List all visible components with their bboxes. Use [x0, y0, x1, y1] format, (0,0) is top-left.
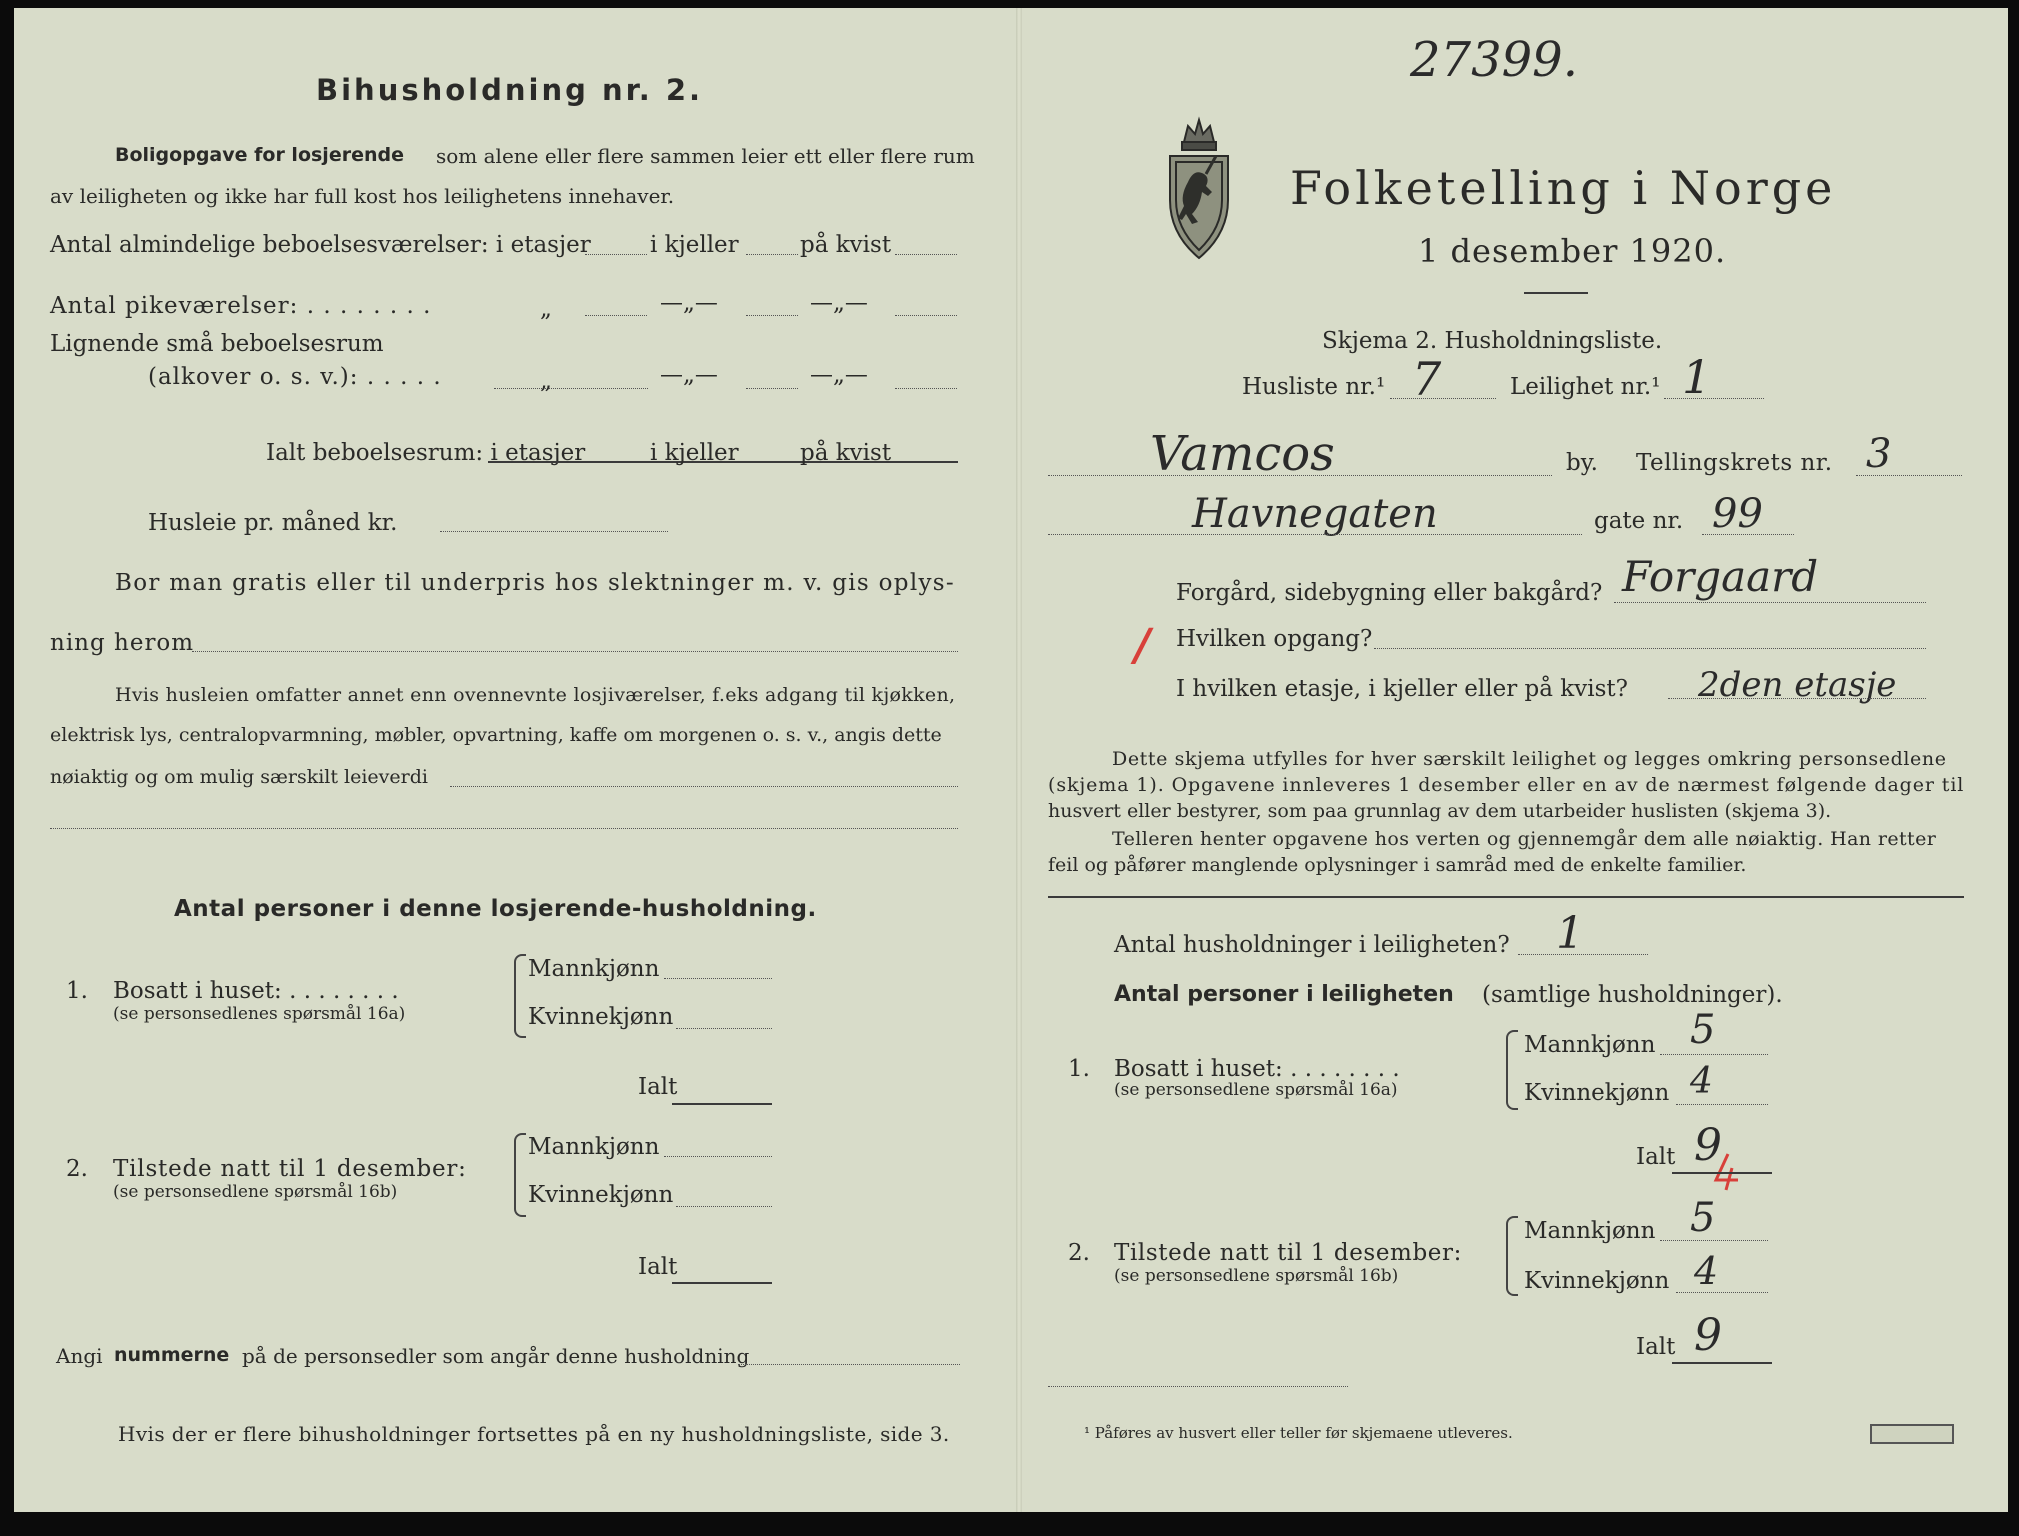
right-q1-kvinne-value: 4: [1690, 1061, 1713, 1102]
info-line-2: (skjema 1). Opgavene innleveres 1 desember eller en av de nærmest følgende dager til: [1048, 774, 1965, 796]
right-q1-mann-value: 5: [1690, 1007, 1716, 1053]
right-q1-label: Bosatt i huset: . . . . . . . .: [1114, 1056, 1400, 1082]
norway-coat-of-arms-icon: [1162, 112, 1236, 264]
etasje-value: 2den etasje: [1698, 665, 1897, 705]
intro-rest: som alene eller flere sammen leier ett eller flere rum: [436, 144, 975, 168]
leilighet-label: Leilighet nr.¹: [1510, 374, 1661, 400]
gate-value: Havnegaten: [1192, 491, 1438, 537]
by-label: by.: [1566, 450, 1598, 476]
info-line-3: husvert eller bestyrer, som paa grunnlag av dem utarbeider huslisten (skjema 3).: [1048, 800, 1832, 822]
title-rule: [1524, 292, 1588, 294]
opgang-label: Hvilken opgang?: [1176, 626, 1373, 652]
schema-label: Skjema 2. Husholdningsliste.: [1322, 328, 1663, 354]
husliste-label: Husliste nr.¹: [1242, 374, 1386, 400]
households-label: Antal husholdninger i leiligheten?: [1114, 932, 1510, 958]
maid-line-1: [585, 315, 647, 316]
right-q2-number: 2.: [1068, 1240, 1090, 1266]
right-q1-ialt-label: Ialt: [1636, 1144, 1676, 1170]
by-line: [1048, 475, 1552, 476]
etasje-line: [1668, 698, 1926, 699]
left-q1-ialt-line: [672, 1103, 772, 1105]
alcove-ditto-2: —„—: [660, 362, 718, 388]
rooms-row-label: Antal almindelige beboelsesværelser: i etasjer: [50, 232, 591, 258]
right-q2-ialt-line: [1672, 1362, 1772, 1364]
right-persons-heading-rest: (samtlige husholdninger).: [1482, 982, 1783, 1008]
leilighet-line: [1664, 398, 1764, 399]
intro-line2: av leiligheten og ikke har full kost hos leilighetens innehaver.: [50, 184, 675, 208]
census-title: Folketelling i Norge: [1290, 161, 1837, 215]
total-rooms-label: Ialt beboelsesrum: i etasjer: [266, 440, 586, 466]
left-q1-brace: [514, 954, 526, 1038]
gratis-line-1: Bor man gratis eller til underpris hos slektninger m. v. gis oplys-: [115, 570, 955, 596]
alcove-line-3: [895, 388, 957, 389]
gate-label: gate nr.: [1594, 508, 1684, 534]
maid-rooms-label: Antal pikeværelser: . . . . . . . .: [50, 293, 432, 319]
extras-line-2: elektrisk lys, centralopvarmning, møbler, opvartning, kaffe om morgenen o. s. v., angis dette: [50, 724, 942, 746]
rent-line: [440, 531, 668, 532]
left-q2-sub: (se personsedlene spørsmål 16b): [113, 1182, 398, 1202]
leilighet-value: 1: [1682, 350, 1712, 404]
krets-value: 3: [1866, 431, 1892, 477]
households-value: 1: [1556, 908, 1584, 959]
forgard-line: [1614, 602, 1926, 603]
left-q2-ialt-label: Ialt: [638, 1254, 678, 1280]
maid-line-3: [895, 315, 957, 316]
angi-pre: Angi: [56, 1344, 103, 1368]
archive-number: 27399.: [1410, 32, 1578, 88]
right-q2-brace: [1506, 1216, 1518, 1296]
right-q1-ialt-value: 9: [1694, 1120, 1722, 1171]
left-q2-mann-line: [664, 1156, 772, 1157]
right-q2-label: Tilstede natt til 1 desember:: [1114, 1240, 1462, 1266]
census-date: 1 desember 1920.: [1418, 232, 1727, 270]
krets-label: Tellingskrets nr.: [1636, 450, 1833, 476]
page-fold: [1016, 8, 1022, 1512]
right-q1-number: 1.: [1068, 1056, 1090, 1082]
right-q2-sub: (se personsedlene spørsmål 16b): [1114, 1266, 1399, 1286]
rooms-etasjer-line: [585, 254, 647, 255]
alcove-ditto-1: „: [540, 368, 552, 394]
rooms-kjeller-line: [746, 254, 798, 255]
left-q1-number: 1.: [66, 978, 88, 1004]
angi-bold: nummerne: [114, 1344, 230, 1366]
right-q2-ialt-value: 9: [1694, 1310, 1722, 1361]
gate-number: 99: [1712, 491, 1763, 537]
forgard-label: Forgård, sidebygning eller bakgård?: [1176, 580, 1603, 606]
lodger-persons-heading: Antal personer i denne losjerende-husholdning.: [174, 896, 817, 922]
maid-line-2: [746, 315, 798, 316]
extras-line-3: nøiaktig og om mulig særskilt leieverdi: [50, 766, 428, 788]
opgang-line: [1374, 648, 1926, 649]
rooms-kvist-label: på kvist: [800, 232, 892, 258]
extras-line-a: [450, 786, 958, 787]
left-q2-label: Tilstede natt til 1 desember:: [113, 1156, 467, 1182]
gratis-line: [192, 651, 958, 652]
rent-label: Husleie pr. måned kr.: [148, 510, 398, 536]
info-line-4: Telleren henter opgavene hos verten og gjennemgår dem alle nøiaktig. Han retter: [1112, 828, 1937, 850]
right-q1-brace: [1506, 1030, 1518, 1110]
gratis-line-2: ning herom: [50, 630, 195, 656]
maid-ditto-3: —„—: [810, 290, 868, 316]
husliste-value: 7: [1412, 352, 1442, 406]
rooms-kvist-line: [895, 254, 957, 255]
households-line: [1518, 954, 1648, 955]
printer-stamp-box: [1870, 1424, 1954, 1444]
left-q1-ialt-label: Ialt: [638, 1074, 678, 1100]
alcove-ditto-3: —„—: [810, 362, 868, 388]
red-correction-mark-icon: [1706, 1150, 1742, 1192]
husliste-line: [1390, 398, 1496, 399]
right-q1-mann-line: [1660, 1054, 1768, 1055]
info-divider: [1048, 896, 1964, 898]
left-q2-ialt-line: [672, 1282, 772, 1284]
right-q1-kvinne-line: [1676, 1104, 1768, 1105]
alcove-label-2: (alkover o. s. v.): . . . . .: [148, 364, 442, 390]
left-q1-kvinne-line: [676, 1028, 772, 1029]
total-kjeller-label: i kjeller: [650, 440, 739, 466]
left-footer-note: Hvis der er flere bihusholdninger fortsettes på en ny husholdningsliste, side 3.: [118, 1422, 950, 1446]
left-q2-mann-label: Mannkjønn: [528, 1134, 660, 1160]
total-kvist-label: på kvist: [800, 440, 892, 466]
footnote: ¹ Påføres av husvert eller teller før skjemaene utleveres.: [1084, 1424, 1513, 1442]
alcove-line-1: [494, 388, 648, 389]
right-q2-kvinne-line: [1676, 1292, 1768, 1293]
alcove-line-2: [746, 388, 798, 389]
right-q2-ialt-label: Ialt: [1636, 1334, 1676, 1360]
extras-line-1: Hvis husleien omfatter annet enn ovennevnte losjiværelser, f.eks adgang til kjøkken,: [115, 684, 956, 706]
by-value: Vamcos: [1150, 426, 1335, 482]
footnote-rule: [1048, 1386, 1348, 1387]
gate-number-line: [1702, 534, 1794, 535]
etasje-label: I hvilken etasje, i kjeller eller på kvist?: [1176, 676, 1628, 702]
maid-ditto-1: „: [540, 296, 552, 322]
gate-line: [1048, 534, 1582, 535]
forgard-value: Forgaard: [1622, 552, 1819, 601]
info-line-5: feil og påfører manglende oplysninger i samråd med de enkelte familier.: [1048, 854, 1747, 876]
krets-line: [1856, 475, 1962, 476]
left-q2-brace: [514, 1133, 526, 1217]
left-q1-mann-line: [664, 978, 772, 979]
right-q2-kvinne-label: Kvinnekjønn: [1524, 1268, 1670, 1294]
right-q1-kvinne-label: Kvinnekjønn: [1524, 1080, 1670, 1106]
left-q2-number: 2.: [66, 1156, 88, 1182]
left-title: Bihusholdning nr. 2.: [316, 73, 704, 107]
info-line-1: Dette skjema utfylles for hver særskilt leilighet og legges omkring personsedlene: [1112, 748, 1947, 770]
right-q2-mann-label: Mannkjønn: [1524, 1218, 1656, 1244]
right-q1-sub: (se personsedlene spørsmål 16a): [1114, 1080, 1398, 1100]
angi-line: [738, 1364, 960, 1365]
right-persons-heading: Antal personer i leiligheten: [1114, 982, 1454, 1007]
left-q2-kvinne-label: Kvinnekjønn: [528, 1182, 674, 1208]
left-q1-mann-label: Mannkjønn: [528, 956, 660, 982]
right-q2-mann-value: 5: [1690, 1195, 1716, 1241]
right-q2-kvinne-value: 4: [1694, 1249, 1719, 1293]
angi-post: på de personsedler som angår denne husholdning: [242, 1344, 750, 1368]
intro-bold: Boligopgave for losjerende: [115, 144, 404, 166]
right-q1-mann-label: Mannkjønn: [1524, 1032, 1656, 1058]
right-q1-ialt-line: [1672, 1172, 1772, 1174]
left-q1-label: Bosatt i huset: . . . . . . . .: [113, 978, 399, 1004]
extras-line-b: [50, 828, 958, 829]
red-pencil-mark: /: [1134, 620, 1151, 671]
left-q2-kvinne-line: [676, 1206, 772, 1207]
left-q1-sub: (se personsedlenes spørsmål 16a): [113, 1004, 406, 1024]
maid-ditto-2: —„—: [660, 290, 718, 316]
rooms-kjeller-label: i kjeller: [650, 232, 739, 258]
left-q1-kvinne-label: Kvinnekjønn: [528, 1004, 674, 1030]
alcove-label-1: Lignende små beboelsesrum: [50, 331, 384, 357]
right-q2-mann-line: [1660, 1240, 1768, 1241]
